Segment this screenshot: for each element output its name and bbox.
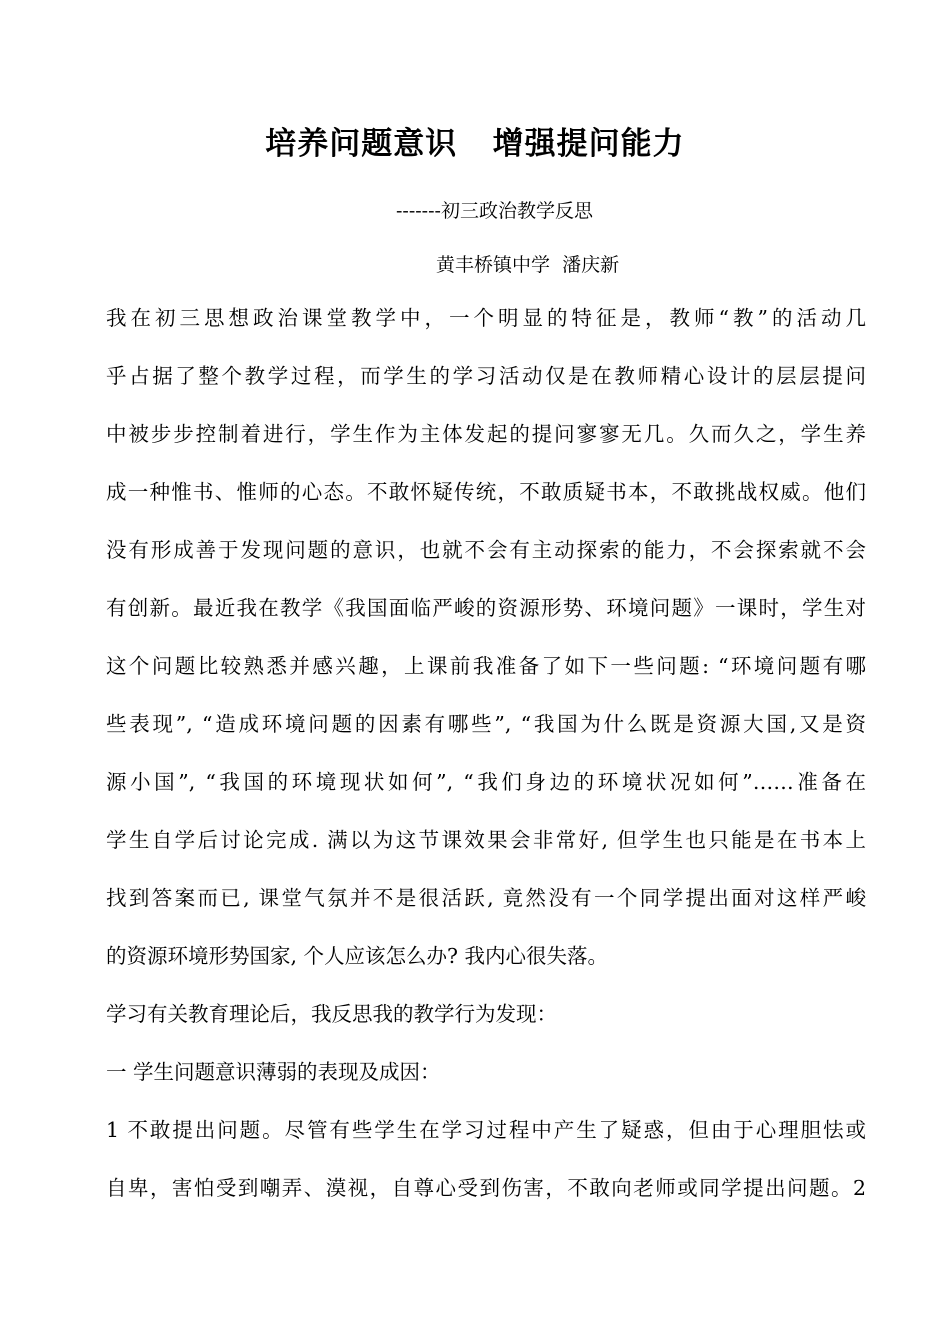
paragraph-line: 有创新。最近我在教学《我国面临严峻的资源形势、环境问题》一课时，学生对 bbox=[106, 596, 866, 620]
paragraph-line: 中被步步控制着进行，学生作为主体发起的提问寥寥无几。久而久之，学生养 bbox=[106, 422, 866, 446]
paragraph-line: 找到答案而已, 课堂气氛并不是很活跃, 竟然没有一个同学提出面对这样严峻 bbox=[106, 886, 866, 910]
paragraph-line: 我在初三思想政治课堂教学中，一个明显的特征是，教师“教”的活动几 bbox=[106, 306, 866, 330]
point-line: 自卑，害怕受到嘲弄、漠视，自尊心受到伤害，不敢向老师或同学提出问题。2 bbox=[106, 1176, 866, 1200]
section-heading: 一 学生问题意识薄弱的表现及成因： bbox=[106, 1060, 441, 1084]
point-line: 1 不敢提出问题。尽管有些学生在学习过程中产生了疑惑，但由于心理胆怯或 bbox=[106, 1118, 866, 1142]
paragraph-line: 学生自学后讨论完成. 满以为这节课效果会非常好, 但学生也只能是在书本上 bbox=[106, 828, 866, 852]
paragraph-line: 成一种惟书、惟师的心态。不敢怀疑传统，不敢质疑书本，不敢挑战权威。他们 bbox=[106, 480, 866, 504]
paragraph-line: 源小国”, “我国的环境现状如何”, “我们身边的环境状况如何”……准备在 bbox=[106, 770, 866, 794]
paragraph-line: 的资源环境形势国家, 个人应该怎么办? 我内心很失落。 bbox=[106, 944, 609, 968]
paragraph-line: 些表现”, “造成环境问题的因素有哪些”, “我国为什么既是资源大国,又是资 bbox=[106, 712, 866, 736]
paragraph-line: 这个问题比较熟悉并感兴趣，上课前我准备了如下一些问题: “环境问题有哪 bbox=[106, 654, 866, 678]
document-title: 培养问题意识 增强提问能力 bbox=[265, 126, 685, 162]
document-author: 黄丰桥镇中学 潘庆新 bbox=[436, 254, 620, 276]
document-subtitle: -------初三政治教学反思 bbox=[396, 200, 593, 222]
paragraph-line: 乎占据了整个教学过程，而学生的学习活动仅是在教师精心设计的层层提问 bbox=[106, 364, 866, 388]
reflection-line: 学习有关教育理论后，我反思我的教学行为发现： bbox=[106, 1002, 557, 1026]
paragraph-line: 没有形成善于发现问题的意识，也就不会有主动探索的能力，不会探索就不会 bbox=[106, 538, 866, 562]
